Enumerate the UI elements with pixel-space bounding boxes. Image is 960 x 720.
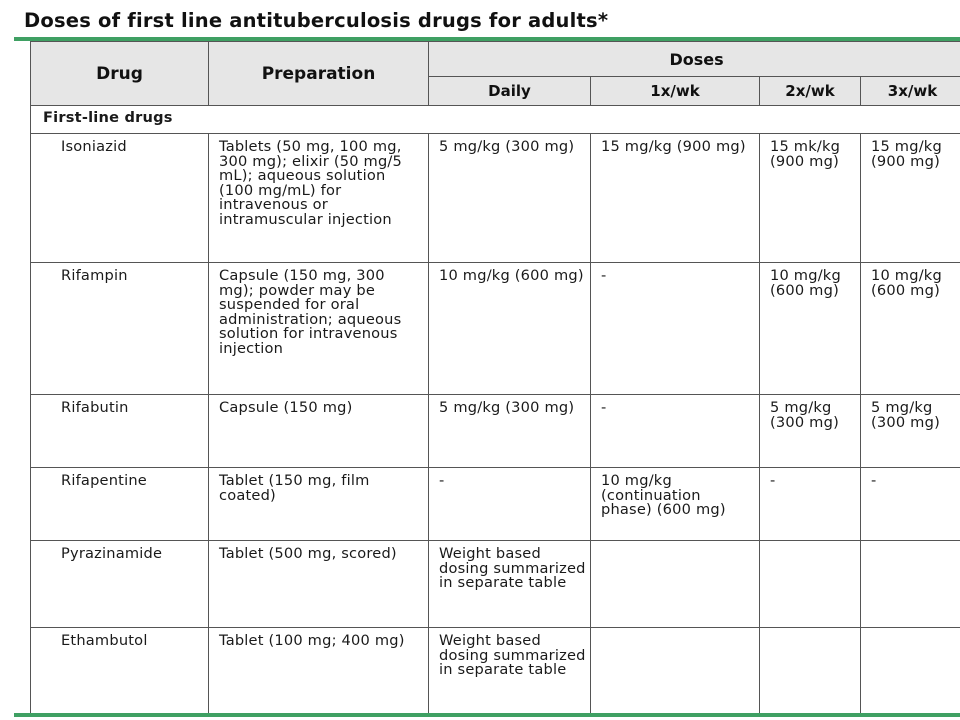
twice-weekly-dose-cell: 5 mg/kg (300 mg) (760, 395, 861, 468)
header-doses: Doses (429, 42, 960, 77)
daily-dose-cell: 10 mg/kg (600 mg) (429, 263, 591, 395)
bottom-accent-rule (14, 713, 960, 717)
thrice-weekly-dose-cell: 5 mg/kg (300 mg) (861, 395, 960, 468)
table-row (31, 395, 960, 468)
header-once-weekly: 1x/wk (591, 77, 760, 106)
preparation-cell: Capsule (150 mg, 300 mg); powder may be suspended for oral administration; aqueous solution for intravenous injection (209, 263, 429, 395)
thrice-weekly-dose-cell: - (861, 468, 960, 541)
thrice-weekly-dose-cell (861, 541, 960, 628)
table-row (31, 541, 960, 628)
table-row (31, 134, 960, 263)
table-row (31, 468, 960, 541)
once-weekly-dose-cell: 10 mg/kg (continuation phase) (600 mg) (591, 468, 760, 541)
once-weekly-dose-cell (591, 541, 760, 628)
once-weekly-dose-cell: 15 mg/kg (900 mg) (591, 134, 760, 263)
table-header (31, 42, 960, 106)
preparation-cell: Tablets (50 mg, 100 mg, 300 mg); elixir (50 mg/5 mL); aqueous solution (100 mg/mL) for intravenous or intramuscular injection (209, 134, 429, 263)
drug-name: Rifabutin (31, 395, 209, 468)
daily-dose-cell: 5 mg/kg (300 mg) (429, 134, 591, 263)
drug-name: Rifampin (31, 263, 209, 395)
header-preparation: Preparation (209, 42, 429, 106)
header-thrice-weekly: 3x/wk (861, 77, 960, 106)
section-label: First-line drugs (31, 106, 960, 134)
table-row (31, 263, 960, 395)
twice-weekly-dose-cell (760, 541, 861, 628)
header-twice-weekly: 2x/wk (760, 77, 861, 106)
twice-weekly-dose-cell (760, 628, 861, 714)
thrice-weekly-dose-cell: 10 mg/kg (600 mg) (861, 263, 960, 395)
drug-name: Pyrazinamide (31, 541, 209, 628)
daily-dose-cell: Weight based dosing summarized in separate table (429, 628, 591, 714)
preparation-cell: Tablet (100 mg; 400 mg) (209, 628, 429, 714)
once-weekly-dose-cell (591, 628, 760, 714)
twice-weekly-dose-cell: - (760, 468, 861, 541)
twice-weekly-dose-cell: 15 mk/kg (900 mg) (760, 134, 861, 263)
drug-name: Ethambutol (31, 628, 209, 714)
section-row (31, 106, 960, 134)
table-body (31, 106, 960, 714)
table-row (31, 628, 960, 714)
drug-name: Rifapentine (31, 468, 209, 541)
preparation-cell: Tablet (150 mg, film coated) (209, 468, 429, 541)
daily-dose-cell: 5 mg/kg (300 mg) (429, 395, 591, 468)
twice-weekly-dose-cell: 10 mg/kg (600 mg) (760, 263, 861, 395)
thrice-weekly-dose-cell (861, 628, 960, 714)
dose-table (30, 41, 960, 713)
header-drug: Drug (31, 42, 209, 106)
page-title: Doses of first line antituberculosis drugs for adults* (24, 9, 609, 32)
once-weekly-dose-cell: - (591, 263, 760, 395)
daily-dose-cell: - (429, 468, 591, 541)
thrice-weekly-dose-cell: 15 mg/kg (900 mg) (861, 134, 960, 263)
once-weekly-dose-cell: - (591, 395, 760, 468)
preparation-cell: Tablet (500 mg, scored) (209, 541, 429, 628)
dose-table-container (30, 41, 960, 713)
preparation-cell: Capsule (150 mg) (209, 395, 429, 468)
daily-dose-cell: Weight based dosing summarized in separate table (429, 541, 591, 628)
drug-name: Isoniazid (31, 134, 209, 263)
header-daily: Daily (429, 77, 591, 106)
